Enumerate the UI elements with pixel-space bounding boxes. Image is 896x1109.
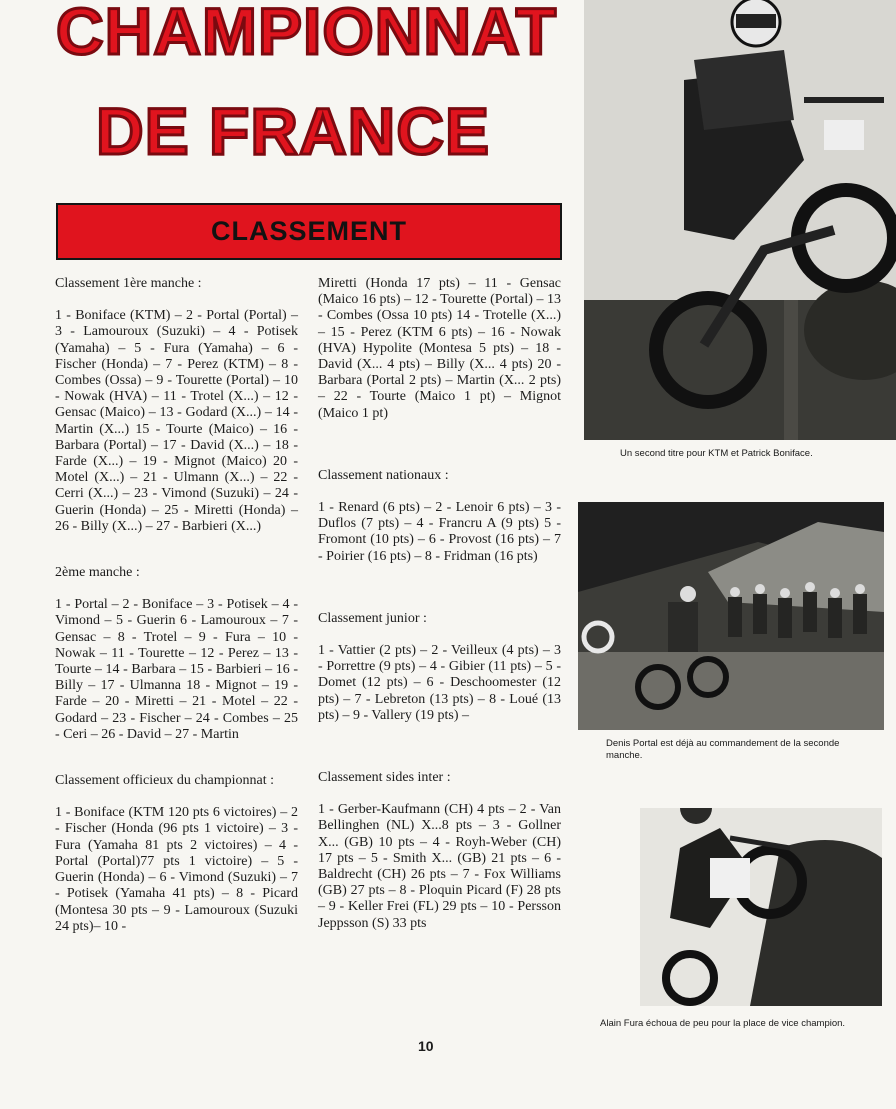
junior-heading: Classement junior : [318,610,427,626]
classement-banner [56,203,562,260]
photo3-caption: Alain Fura échoua de peu pour la place de vice champion. [600,1018,846,1029]
manche2-heading: 2ème manche : [55,565,140,581]
photo1-caption: Un second titre pour KTM et Patrick Boniface. [620,448,813,459]
left-column [55,276,298,935]
manche2-results: 1 - Portal – 2 - Boniface – 3 - Potisek – 4 - Vimond – 5 - Guerin 6 - Lamouroux – 7 - Gensac – 8 - Trotel – 9 - Fura – 10 - Nowak – 11 - Tourette – 12 - Perez – 13 - Tourte – 14 - Barbara – 15 - Barbieri – 16 - Billy – 17 - Ulmanna 18 - Mignot – 19 - Farde – 20 - Miretti – 21 - Motel – 22 - Godard – 23 - Fischer – 24 - Combes – 25 - Ceri – 26 - David – 27 - Martin [55,597,298,742]
nationaux-results: 1 - Renard (6 pts) – 2 - Lenoir 6 pts) – 3 - Duflos (7 pts) – 4 - Francru A (9 pts) 5 - Fromont (10 pts) – 6 - Provost (16 pts) – 7 - Poirier (16 pts) – 8 - Fridman (16 pts) [318,500,561,564]
photo-fura-ride [640,808,882,1006]
photo-boniface-jump [584,0,896,440]
title-line-2: DE FRANCE [96,94,491,168]
officieux-results-continued: Miretti (Honda 17 pts) – 11 - Gensac (Maico 16 pts) – 12 - Tourette (Portal) – 13 - Combes (Ossa 10 pts) 14 - Trotelle (X...) – 15 - Perez (KTM 6 pts) – 16 - Nowak (HVA) Hypolite (Montesa 5 pts) – 18 - David (X... 4 pts) – Billy (X... 4 pts) 20 - Barbara (Portal 2 pts) – Martin (X... 2 pts) – 22 - Tourte (Maico 1 pt) – Mignot (Maico 1 pt) [318,276,561,421]
officieux-heading: Classement officieux du championnat : [55,773,275,789]
junior-results: 1 - Vattier (2 pts) – 2 - Veilleux (4 pts) – 3 - Porrettre (9 pts) – 4 - Gibier (11 pts) – 5 - Domet (12 pts) – 6 - Deschoomester (12 pts) – 7 - Lebreton (13 pts) – 8 - Loué (13 pts) – 9 - Vallery (19 pts) – [318,643,561,723]
page-number: 10 [418,1038,434,1054]
sides-heading: Classement sides inter : [318,770,451,786]
right-column [318,276,561,932]
page-title [56,0,558,168]
sides-results: 1 - Gerber-Kaufmann (CH) 4 pts – 2 - Van Bellinghen (NL) X...8 pts – 3 - Gollner X... (GB) 10 pts – 4 - Royh-Weber (CH) 17 pts – 5 - Smith X... (GB) 21 pts – 6 - Baldrecht (CH) 26 pts – 7 - Fox Williams (GB) 27 pts – 8 - Ploquin Picard (F) 28 pts – 9 - Keller Frei (FL) 29 pts – 10 - Persson Jeppsson (S) 33 pts [318,802,561,931]
title-line-1: CHAMPIONNAT [56,0,558,68]
manche1-results: 1 - Boniface (KTM) – 2 - Portal (Portal) – 3 - Lamouroux (Suzuki) – 4 - Potisek (Yamaha) – 5 - Fura (Yamaha) – 6 - Fischer (Honda) – 7 - Perez (KTM) – 8 - Combes (Ossa) – 9 - Tourette (Portal) – 10 - Nowak (HVA) – 11 - Trotel (X...) – 12 - Gensac (Maico) – 13 - Godard (X...) – 14 - Martin (X...) 15 - Tourte (Maico) – 16 - Barbara (Portal) – 17 - David (X...) – 18 - Farde (X...) – 19 - Mignot (Maico) 20 - Motel (X...) – 21 - Ulmann (X...) – 22 - Cerri (X...) – 23 - Vimond (Suzuki) – 24 - Guerin (Honda) – 25 - Miretti (Honda) – 26 - Billy (X...) – 27 - Barbieri (X...) [55,308,298,534]
officieux-results: 1 - Boniface (KTM 120 pts 6 victoires) – 2 - Fischer (Honda (96 pts 1 victoire) – 3 - Fura (Yamaha 81 pts 2 victoires) – 4 - Portal (Portal)77 pts 1 victoire) – 5 - Guerin (Honda) – 6 - Vimond (Suzuki) – 7 - Potisek (Yamaha 41 pts) – 8 - Picard (Montesa 30 pts – 9 - Lamouroux (Suzuki 24 pts)– 10 - [55,805,298,934]
banner-label: CLASSEMENT [210,216,407,246]
manche1-heading: Classement 1ère manche : [55,276,202,291]
photo-portal-race [578,502,884,730]
nationaux-heading: Classement nationaux : [318,467,449,483]
photo2-caption: Denis Portal est déjà au commandement de la seconde manche. [606,738,840,761]
